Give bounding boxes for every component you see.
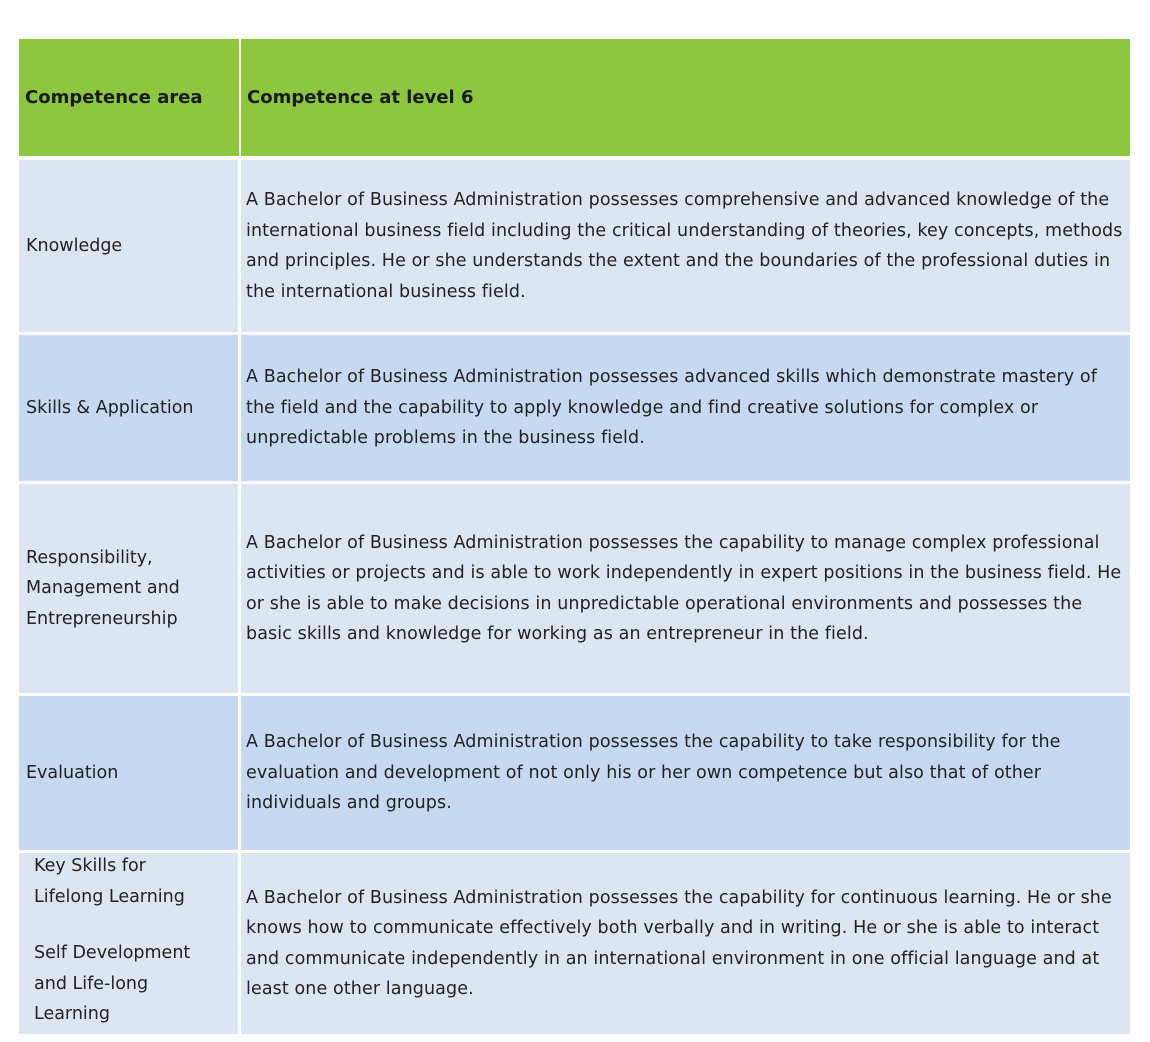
competence-table xyxy=(19,39,1130,1034)
area-skills-application: Skills & Application xyxy=(19,335,241,481)
table-header-row xyxy=(19,39,1130,160)
description-skills-application: A Bachelor of Business Administration possesses advanced skills which demonstrate mastery of the field and the capability to apply knowledge and find creative solutions for complex or unpredictable problems in the business field. xyxy=(246,367,1097,449)
table-row xyxy=(19,484,1130,696)
area-key-skills-line: Lifelong Learning xyxy=(34,886,185,907)
table-row xyxy=(19,335,1130,484)
description-key-skills: A Bachelor of Business Administration possesses the capability for continuous learning. He or she knows how to communicate effectively both verbally and in writing. He or she is able to interact and communicate independently in an international environment in one official language and at least one other language. xyxy=(246,887,1112,999)
table-row xyxy=(19,160,1130,335)
area-key-skills-line: Self Development xyxy=(34,943,191,963)
description-responsibility: A Bachelor of Business Administration possesses the capability to manage complex professional activities or projects and is able to work independently in expert positions in the business field. He or she is able to make decisions in unpredictable operational environments and possesses the basic skills and knowledge for working as an entrepreneur in the field. xyxy=(246,532,1122,644)
area-key-skills xyxy=(19,853,241,1034)
area-responsibility: Responsibility, Management and Entrepreneurship xyxy=(19,484,241,693)
area-key-skills-line: Key Skills for xyxy=(34,856,146,876)
table-row xyxy=(19,696,1130,853)
table-row xyxy=(19,853,1130,1034)
header-competence-area: Competence area xyxy=(19,39,241,156)
area-evaluation: Evaluation xyxy=(19,696,241,850)
area-key-skills-line: and Life-long xyxy=(34,973,149,994)
area-key-skills-line: Learning xyxy=(34,1004,110,1024)
area-knowledge: Knowledge xyxy=(19,160,241,332)
description-knowledge: A Bachelor of Business Administration possesses comprehensive and advanced knowledge of the international business field including the critical understanding of theories, key concepts, methods and principles. He or she understands the extent and the boundaries of the professional duties in the international business field. xyxy=(246,190,1123,302)
header-competence-level: Competence at level 6 xyxy=(247,87,474,108)
description-evaluation: A Bachelor of Business Administration possesses the capability to take responsibility for the evaluation and development of not only his or her own competence but also that of other individuals and groups. xyxy=(246,732,1061,814)
